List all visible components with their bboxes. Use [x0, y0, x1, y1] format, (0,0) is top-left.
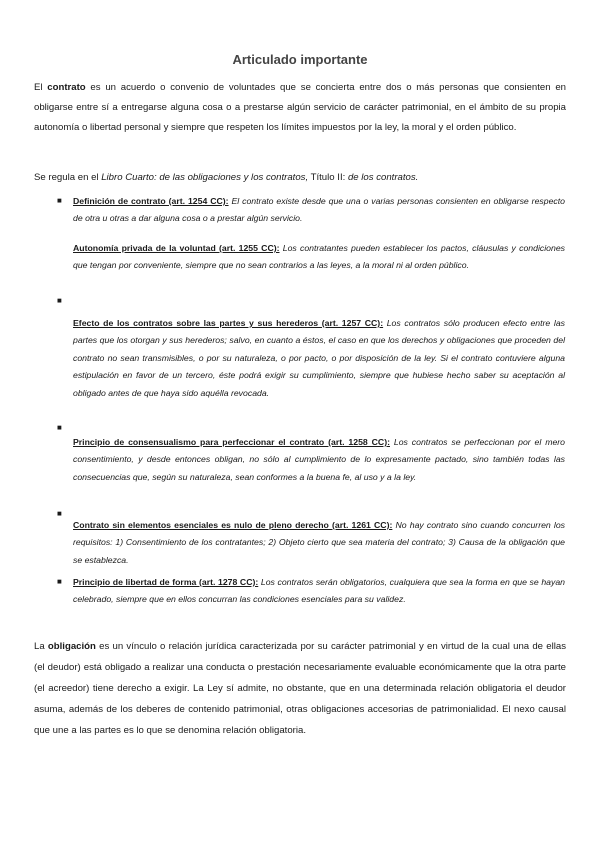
- item-heading: Autonomía privada de la voluntad (art. 1255 CC):: [73, 243, 280, 253]
- regula-book: Libro Cuarto: de las obligaciones y los contratos,: [101, 172, 309, 183]
- intro-paragraph: [34, 78, 566, 138]
- list-item: [73, 574, 565, 609]
- page-title: Articulado importante: [232, 52, 368, 67]
- item-text: Los contratos se perfeccionan por el mero consentimiento, y desde entonces obligan, no sólo al cumplimiento de lo expresamente pactado, sino también todas las consecuencias que, según su naturaleza, sean conformes a la buena fe, al uso y a la ley.: [73, 437, 566, 482]
- regulation-line: [34, 172, 418, 183]
- bullet-marker: ■: [57, 509, 62, 518]
- item-heading: Principio de consensualismo para perfeccionar el contrato (art. 1258 CC):: [73, 437, 390, 447]
- bullet-marker: ■: [57, 296, 62, 305]
- item-text: El contrato existe desde que una o varias personas consienten en obligarse respecto de otra u otras a dar alguna cosa o a prestar algún servicio.: [73, 196, 565, 224]
- bullet-marker: ■: [57, 577, 62, 586]
- list-item: [73, 315, 565, 402]
- item-text: Los contratantes pueden establecer los pactos, cláusulas y condiciones que tengan por conveniente, siempre que no sean contrarios a las leyes, a la moral ni al orden público.: [73, 243, 565, 271]
- regula-contracts: de los contratos.: [347, 172, 419, 183]
- bullet-marker: ■: [57, 423, 62, 432]
- item-text: Los contratos serán obligatorios, cualquiera que sea la forma en que se hayan celebrado, siempre que en ellos concurran las condiciones esenciales para su validez.: [73, 577, 565, 605]
- intro-bold-term: contrato: [47, 82, 86, 93]
- regula-pre: Se regula en el: [34, 172, 102, 183]
- list-item: [73, 517, 565, 569]
- item-heading: Principio de libertad de forma (art. 1278 CC):: [73, 577, 259, 587]
- intro-text: es un acuerdo o convenio de voluntades que se concierta entre dos o más personas que consienten en obligarse entre sí a entregarse alguna cosa o a prestarse algún servicio de carácter patrimonial, en el ámbito de su propia autonomía o libertad personal y siempre que respeten los límites impuestos por la ley, la moral y el orden público.: [34, 82, 566, 133]
- final-text: es un vínculo o relación jurídica caracterizada por su carácter patrimonial y en virtud de la cual una de ellas (el deudor) está obligado a realizar una conducta o prestación necesariamente evaluable económicamente que la otra parte (el acreedor) tiene derecho a exigir. La Ley sí admite, no obstante, que en una determinada relación obligatoria el deudor asuma, además de los deberes de contenido patrimonial, otras obligaciones accesorias de patrimonialidad. El nexo causal que une a las partes es lo que se denomina relación obligatoria.: [34, 641, 566, 736]
- list-item: [73, 193, 565, 228]
- intro-pre: El: [34, 82, 48, 93]
- list-item: [73, 240, 565, 275]
- item-heading: Definición de contrato (art. 1254 CC):: [73, 196, 229, 206]
- regula-title: Título II:: [308, 172, 348, 183]
- bullet-marker: ■: [57, 196, 62, 205]
- list-item: [73, 434, 565, 486]
- final-pre: La: [34, 641, 48, 652]
- final-bold-term: obligación: [47, 641, 96, 652]
- item-text: No hay contrato sino cuando concurren los requisitos: 1) Consentimiento de los contratantes; 2) Objeto cierto que sea materia del contrato; 3) Causa de la obligación que se establezca.: [73, 520, 566, 565]
- item-heading: Efecto de los contratos sobre las partes y sus herederos (art. 1257 CC):: [73, 318, 384, 328]
- item-text: Los contratos sólo producen efecto entre las partes que los otorgan y sus herederos; salvo, en cuanto a éstos, el caso en que los derechos y obligaciones que proceden del contrato no sean transmisibles, o por su naturaleza, o por pacto, o por disposición de la ley. Si el contrato contuviere alguna estipulación en favor de un tercero, éste podrá exigir su cumplimiento, siempre que hubiese hecho saber su aceptación al obligado antes de que haya sido aquélla revocada.: [73, 318, 565, 398]
- obligation-paragraph: [34, 636, 566, 741]
- item-heading: Contrato sin elementos esenciales es nulo de pleno derecho (art. 1261 CC):: [73, 520, 393, 530]
